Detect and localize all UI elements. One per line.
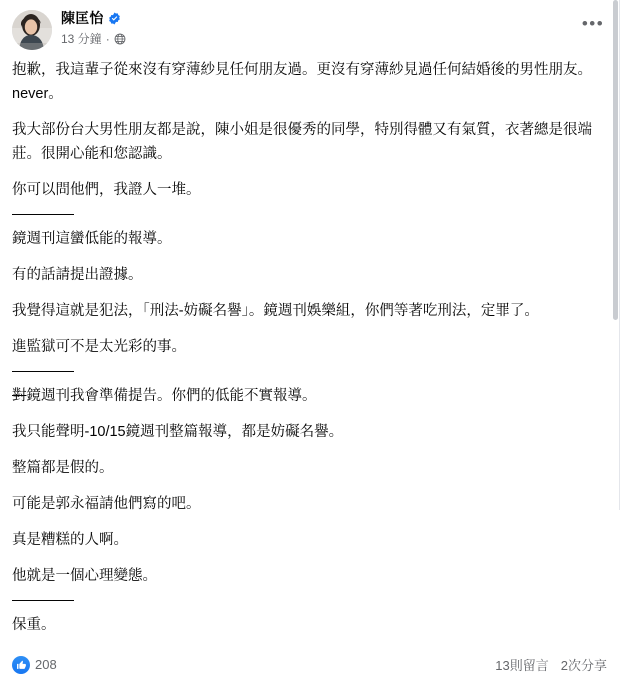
reactions-group[interactable] <box>12 656 57 674</box>
post-footer <box>0 649 619 688</box>
post-paragraph: 保重。 <box>12 617 56 633</box>
shares-count[interactable]: 2次分享 <box>560 658 607 673</box>
post-paragraph: 你可以問他們，我證人一堆。 <box>12 182 201 198</box>
post-timestamp[interactable]: 13 分鐘 <box>61 32 102 47</box>
post-paragraph: 真是糟糕的人啊。 <box>12 532 128 548</box>
author-name[interactable]: 陳匡怡 <box>61 10 104 26</box>
post-paragraph: 他就是一個心理變態。 <box>12 568 157 584</box>
verified-badge-icon <box>108 12 121 25</box>
meta-separator: · <box>105 31 110 46</box>
struck-line-rest: 鏡週刊我會準備提告。你們的低能不實報導。 <box>26 388 317 404</box>
text-divider <box>12 371 74 372</box>
post-meta <box>61 30 579 47</box>
post-paragraph: 我大部份台大男性朋友都是說，陳小姐是很優秀的同學，特別得體又有氣質，衣著總是很端莊。很開心能和您認識。 <box>12 122 592 162</box>
text-divider <box>12 214 74 215</box>
post-paragraph: 整篇都是假的。 <box>12 460 114 476</box>
text-divider <box>12 600 74 601</box>
post-paragraph: 可能是郭永福請他們寫的吧。 <box>12 496 201 512</box>
post-paragraph: 鏡週刊這蠻低能的報導。 <box>12 231 172 247</box>
post-body <box>0 54 619 649</box>
post-paragraph: 我覺得這就是犯法，「刑法-妨礙名譽」。鏡週刊娛樂組，你們等著吃刑法，定罪了。 <box>12 303 539 319</box>
post-paragraph-struck <box>12 384 607 408</box>
author-row <box>61 11 579 26</box>
globe-icon <box>114 33 126 45</box>
post-counts-row <box>12 649 607 678</box>
scrollbar[interactable] <box>612 0 619 510</box>
post-paragraph: 有的話請提出證據。 <box>12 267 143 283</box>
post-paragraph: 我只能聲明-10/15鏡週刊整篇報導，都是妨礙名譽。 <box>12 424 344 440</box>
engagement-counts <box>495 655 607 674</box>
post-options-button[interactable]: ••• <box>581 14 605 33</box>
comments-count[interactable]: 13則留言 <box>495 658 549 673</box>
avatar[interactable] <box>12 10 52 50</box>
scrollbar-thumb[interactable] <box>613 0 618 320</box>
post-header <box>0 0 619 54</box>
post-header-text <box>61 10 579 47</box>
struck-text: 對 <box>12 388 27 404</box>
thumbs-up-icon <box>12 656 30 674</box>
post-paragraph: 進監獄可不是太光彩的事。 <box>12 339 186 355</box>
post-paragraph: 抱歉，我這輩子從來沒有穿薄紗見任何朋友過。更沒有穿薄紗見過任何結婚後的男性朋友。never。 <box>12 62 592 102</box>
reaction-count: 208 <box>35 657 57 672</box>
